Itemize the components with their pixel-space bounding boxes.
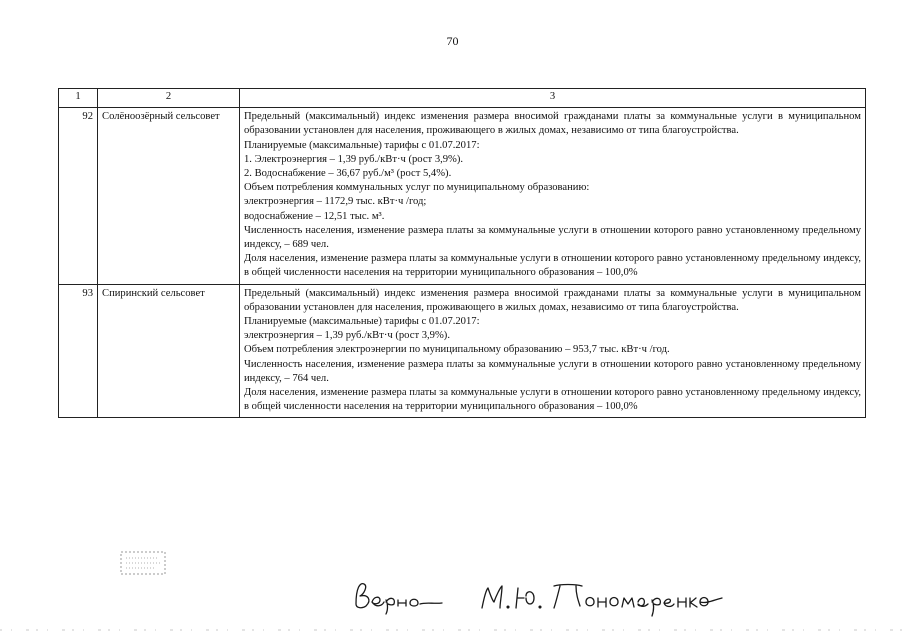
description-line: электроэнергия – 1172,9 тыс. кВт·ч /год; (244, 196, 427, 208)
description-line: 1. Электроэнергия – 1,39 руб./кВт·ч (рост 3,9%). (244, 153, 464, 165)
tariff-table (58, 88, 866, 418)
description-line: Планируемые (максимальные) тарифы с 01.07.2017: (244, 139, 480, 151)
description-line: Предельный (максимальный) индекс изменения размера вносимой гражданами платы за коммунальные услуги в муниципальном образовании установлен для населения, проживающего в жилых домах, независимо от типа благоустройства. (244, 287, 861, 313)
description-line: Численность населения, изменение размера платы за коммунальные услуги в отношении которого равно установленному предельному индексу, – 764 чел. (244, 358, 861, 384)
header-col-1: 1 (59, 89, 98, 108)
description-line: Планируемые (максимальные) тарифы с 01.07.2017: (244, 316, 480, 328)
table-header-row (59, 89, 866, 108)
description-line: Объем потребления коммунальных услуг по муниципальному образованию: (244, 182, 590, 194)
page-number: 70 (446, 34, 459, 48)
table-row (59, 108, 866, 284)
description-line: Объем потребления электроэнергии по муниципальному образованию – 953,7 тыс. кВт·ч /год. (244, 344, 670, 356)
municipality-name: Спиринский сельсовет (98, 284, 240, 418)
description-line: электроэнергия – 1,39 руб./кВт·ч (рост 3,9%). (244, 330, 450, 342)
header-col-3: 3 (240, 89, 866, 108)
stamp-mark (118, 548, 168, 578)
municipality-name: Солёноозёрный сельсовет (98, 108, 240, 284)
header-col-2: 2 (98, 89, 240, 108)
tariff-description (240, 108, 866, 284)
description-line: Численность населения, изменение размера платы за коммунальные услуги в отношении которого равно установленному предельному индексу, – 689 чел. (244, 224, 861, 251)
description-line: Доля населения, изменение размера платы за коммунальные услуги в отношении которого равно установленному предельному индексу, в общей численности населения на территории муниципального образования – 100,0% (244, 253, 861, 279)
row-number: 93 (59, 284, 98, 418)
tariff-description (240, 284, 866, 418)
row-number: 92 (59, 108, 98, 284)
scan-noise (0, 628, 905, 632)
table-row (59, 284, 866, 418)
description-line: Доля населения, изменение размера платы за коммунальные услуги в отношении которого равно установленному предельному индексу, в общей численности населения на территории муниципального образования – 100,0% (244, 387, 861, 413)
description-line: Предельный (максимальный) индекс изменения размера вносимой гражданами платы за коммунальные услуги в муниципальном образовании установлен для населения, проживающего в жилых домах, независимо от типа благоустройства. (244, 111, 861, 137)
description-line: 2. Водоснабжение – 36,67 руб./м³ (рост 5,4%). (244, 168, 452, 180)
handwritten-signature (350, 574, 750, 618)
description-line: водоснабжение – 12,51 тыс. м³. (244, 210, 385, 222)
